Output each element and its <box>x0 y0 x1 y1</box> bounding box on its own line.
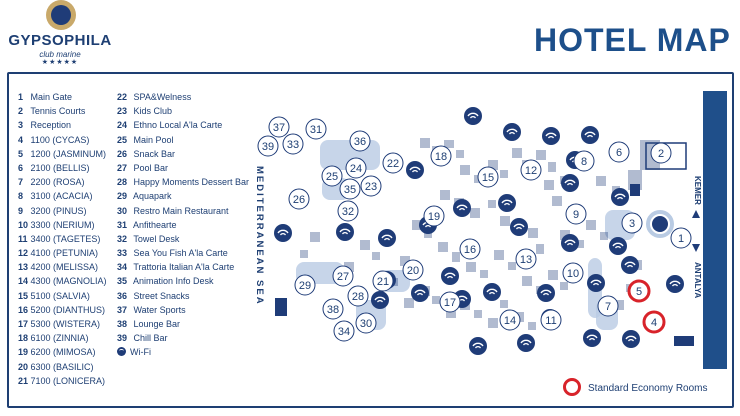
building-block <box>404 298 414 308</box>
legend-label: Anfithearte <box>131 219 177 230</box>
wifi-icon <box>411 284 429 302</box>
dark-building <box>630 184 640 196</box>
map-marker-label-38: 38 <box>326 304 340 316</box>
map-marker-label-3: 3 <box>628 218 636 230</box>
map-marker-label-34: 34 <box>337 326 351 338</box>
building-block <box>456 150 464 158</box>
arrow-down-icon <box>692 244 700 252</box>
legend-label: 3400 (TAGETES) <box>28 233 101 244</box>
legend-number: 35 <box>117 276 128 287</box>
legend-label: Pool Bar <box>131 162 169 173</box>
legend-label: Animation Info Desk <box>131 276 214 287</box>
wifi-icon <box>587 274 605 292</box>
logo-name: GYPSOPHILA <box>8 32 112 49</box>
building-block <box>536 244 544 254</box>
building-block <box>420 138 430 148</box>
legend-number: 13 <box>18 262 29 273</box>
building-block <box>432 296 440 304</box>
map-marker-label-28: 28 <box>351 291 365 303</box>
legend-label: Sea You Fish A'la Carte <box>131 248 228 259</box>
map-marker-label-25: 25 <box>325 171 339 183</box>
legend-label: Trattoria Italian A'la Carte <box>131 262 235 273</box>
building-block <box>512 148 522 158</box>
legend-number: 27 <box>117 162 128 173</box>
legend-number: 16 <box>18 304 29 315</box>
legend-number: 6 <box>18 162 24 173</box>
legend-number: 11 <box>18 233 28 244</box>
legend-label: Tennis Courts <box>28 106 86 117</box>
legend-number: 9 <box>18 205 24 216</box>
legend-number: 29 <box>117 191 128 202</box>
map-marker-label-17: 17 <box>443 297 457 309</box>
map-marker-label-9: 9 <box>572 209 580 221</box>
map-marker-label-16: 16 <box>463 244 477 256</box>
map-marker-label-31: 31 <box>309 124 323 136</box>
legend-label: 3200 (PINUS) <box>28 205 87 216</box>
legend-label: 4200 (MELISSA) <box>28 262 99 273</box>
legend-number: 25 <box>117 134 128 145</box>
wifi-icon <box>621 256 639 274</box>
legend-label: 4300 (MAGNOLIA) <box>28 276 107 287</box>
legend-number: 37 <box>117 304 128 315</box>
legend-number: 18 <box>18 333 29 344</box>
building-block <box>438 242 448 252</box>
building-block <box>522 276 532 286</box>
legend-label: Main Gate <box>28 92 73 102</box>
legend-number: 17 <box>18 319 29 329</box>
wifi-icon <box>469 337 487 355</box>
legend-number: 1 <box>18 92 24 102</box>
arrow-up-icon <box>692 210 700 218</box>
legend-label: 5300 (WISTERA) <box>28 319 101 329</box>
building-block <box>500 216 510 226</box>
legend-label: Reception <box>28 120 72 131</box>
map-marker-label-35: 35 <box>343 184 357 196</box>
map-marker-label-15: 15 <box>481 172 495 184</box>
legend-number: 20 <box>18 361 29 372</box>
dark-building <box>674 336 694 346</box>
map-marker-label-33: 33 <box>286 139 300 151</box>
map-marker-label-11: 11 <box>545 315 557 327</box>
map-marker-label-26: 26 <box>292 194 306 206</box>
sea-label: MEDITERRANEAN SEA <box>254 166 265 306</box>
wifi-icon <box>622 330 640 348</box>
building-block <box>494 250 504 260</box>
wifi-icon <box>453 199 471 217</box>
wifi-icon <box>561 174 579 192</box>
legend-number: 5 <box>18 148 24 159</box>
legend-number: 3 <box>18 120 24 131</box>
building-block <box>488 200 496 208</box>
map-marker-label-8: 8 <box>580 156 588 168</box>
legend-label: 6300 (BASILIC) <box>28 361 94 372</box>
map-marker-label-7: 7 <box>604 301 612 313</box>
wifi-icon <box>561 234 579 252</box>
wifi-icon <box>583 329 601 347</box>
legend-label: Aquapark <box>131 191 172 202</box>
legend-number: 28 <box>117 177 128 188</box>
road-label-antalya: ANTALYA <box>693 262 702 299</box>
wifi-icon <box>666 275 684 293</box>
wifi-icon <box>441 267 459 285</box>
building-block <box>528 322 536 330</box>
legend-label: Kids Club <box>131 106 173 117</box>
legend-number: 38 <box>117 319 128 329</box>
legend-label: 4100 (PETUNIA) <box>28 248 99 259</box>
legend-label: 6100 (ZINNIA) <box>28 333 89 344</box>
map-marker-label-2: 2 <box>657 148 665 160</box>
building-block <box>480 270 488 278</box>
building-block <box>452 252 460 262</box>
map-marker-label-20: 20 <box>406 265 420 277</box>
legend-label: Restro Main Restaurant <box>131 205 229 216</box>
legend-label: Towel Desk <box>131 233 180 244</box>
legend-number: 10 <box>18 219 29 230</box>
building-block <box>470 208 480 218</box>
wifi-icon <box>336 223 354 241</box>
legend-label: 1200 (JASMINUM) <box>28 148 107 159</box>
legend-number: 8 <box>18 191 24 202</box>
map-marker-label-23: 23 <box>364 181 378 193</box>
legend-number: 31 <box>117 219 128 230</box>
legend-number: 21 <box>18 375 29 386</box>
building-block <box>586 220 596 230</box>
standard-rooms-legend-label: Standard Economy Rooms <box>588 383 708 394</box>
building-block <box>536 150 546 160</box>
wifi-icon <box>464 107 482 125</box>
building-block <box>474 310 482 318</box>
map-marker-label-4: 4 <box>650 317 658 329</box>
legend-number: 23 <box>117 106 128 117</box>
building-block <box>548 162 556 172</box>
legend-label: 1100 (CYCAS) <box>28 134 90 145</box>
legend-number: 7 <box>18 177 24 188</box>
legend-number: 15 <box>18 290 29 301</box>
wifi-icon <box>581 126 599 144</box>
page-title: HOTEL MAP <box>534 22 731 58</box>
building-block <box>600 232 608 240</box>
legend-number: 24 <box>117 120 128 131</box>
legend-label-wifi: Wi-Fi <box>130 347 151 358</box>
legend-number: 36 <box>117 290 128 301</box>
standard-rooms-legend-icon <box>563 378 581 396</box>
legend-label: Street Snacks <box>131 290 190 301</box>
building-block <box>460 165 470 175</box>
legend-number: 30 <box>117 205 128 216</box>
map-marker-label-6: 6 <box>615 147 623 159</box>
legend-label: Snack Bar <box>131 148 176 159</box>
legend-number: 26 <box>117 148 128 159</box>
map-marker-label-36: 36 <box>353 136 367 148</box>
map-marker-label-24: 24 <box>349 163 363 175</box>
legend-number: 32 <box>117 233 128 244</box>
wifi-icon <box>498 194 516 212</box>
legend-number: 22 <box>117 92 128 102</box>
legend-label: Lounge Bar <box>131 319 181 329</box>
map-marker-label-29: 29 <box>298 280 312 292</box>
wifi-icon <box>611 188 629 206</box>
building-block <box>560 282 568 290</box>
legend-label: 5200 (DIANTHUS) <box>28 304 106 315</box>
building-block <box>372 252 380 260</box>
legend-label: 6200 (MIMOSA) <box>28 347 96 358</box>
legend-number: 19 <box>18 347 29 358</box>
legend-number: 14 <box>18 276 29 287</box>
legend-label: 2100 (BELLIS) <box>28 162 90 173</box>
building-block <box>528 228 538 238</box>
wifi-icon <box>378 229 396 247</box>
wifi-icon <box>510 218 528 236</box>
legend-label: 5100 (SALVIA) <box>28 290 90 301</box>
map-marker-label-37: 37 <box>272 122 286 134</box>
map-marker-label-32: 32 <box>341 206 355 218</box>
legend-label: Main Pool <box>131 134 174 145</box>
building-block <box>360 240 370 250</box>
map-marker-label-5: 5 <box>635 286 643 298</box>
road-label-kemer: KEMER <box>693 176 702 205</box>
legend-number: 4 <box>18 134 24 145</box>
wifi-icon <box>406 161 424 179</box>
map-marker-label-12: 12 <box>524 165 538 177</box>
map-marker-label-1: 1 <box>677 233 685 245</box>
building-block <box>596 176 606 186</box>
main-road <box>703 91 727 369</box>
map-marker-label-39: 39 <box>261 141 275 153</box>
legend-label: 3300 (NERIUM) <box>28 219 95 230</box>
building-block <box>544 180 554 190</box>
logo-stars: ★★★★★ <box>41 59 79 66</box>
legend-label: Happy Moments Dessert Bar <box>131 177 250 188</box>
wifi-icon <box>537 284 555 302</box>
dark-building <box>275 298 287 316</box>
legend-number: 34 <box>117 262 128 273</box>
building-block <box>500 170 508 178</box>
building-block <box>440 190 450 200</box>
wifi-icon <box>274 224 292 242</box>
legend-label: SPA&Welness <box>131 92 192 102</box>
legend-label: Water Sports <box>131 304 186 315</box>
building-block <box>508 262 516 270</box>
building-block <box>500 300 508 308</box>
legend-label: 2200 (ROSA) <box>28 177 85 188</box>
wifi-icon <box>542 127 560 145</box>
legend-label: Chill Bar <box>131 333 168 344</box>
legend-label: Ethno Local A'la Carte <box>131 120 223 131</box>
map-marker-label-22: 22 <box>386 158 400 170</box>
legend-number: 2 <box>18 106 24 117</box>
wifi-icon <box>503 123 521 141</box>
wifi-icon <box>517 334 535 352</box>
legend-label: 7100 (LONICERA) <box>28 375 106 386</box>
building-block <box>552 196 562 206</box>
building-block <box>548 270 558 280</box>
map-marker-label-30: 30 <box>359 318 373 330</box>
map-marker-label-10: 10 <box>566 268 580 280</box>
legend-number: 33 <box>117 248 128 259</box>
map-marker-label-27: 27 <box>336 271 350 283</box>
building-block <box>488 318 498 328</box>
wifi-icon <box>609 237 627 255</box>
wifi-icon <box>371 291 389 309</box>
building-block <box>466 262 476 272</box>
legend-number: 39 <box>117 333 128 344</box>
map-marker-label-18: 18 <box>434 151 448 163</box>
wifi-icon <box>483 283 501 301</box>
building-block <box>300 250 308 258</box>
map-marker-label-13: 13 <box>519 254 533 266</box>
legend-number: 12 <box>18 248 29 259</box>
building-block <box>310 232 320 242</box>
map-marker-label-19: 19 <box>427 211 441 223</box>
map-marker-label-21: 21 <box>376 276 390 288</box>
logo-subtitle: club marine <box>39 50 81 59</box>
legend-label: 3100 (ACACIA) <box>28 191 93 202</box>
map-marker-label-14: 14 <box>503 315 517 327</box>
reception-dot <box>652 216 668 232</box>
